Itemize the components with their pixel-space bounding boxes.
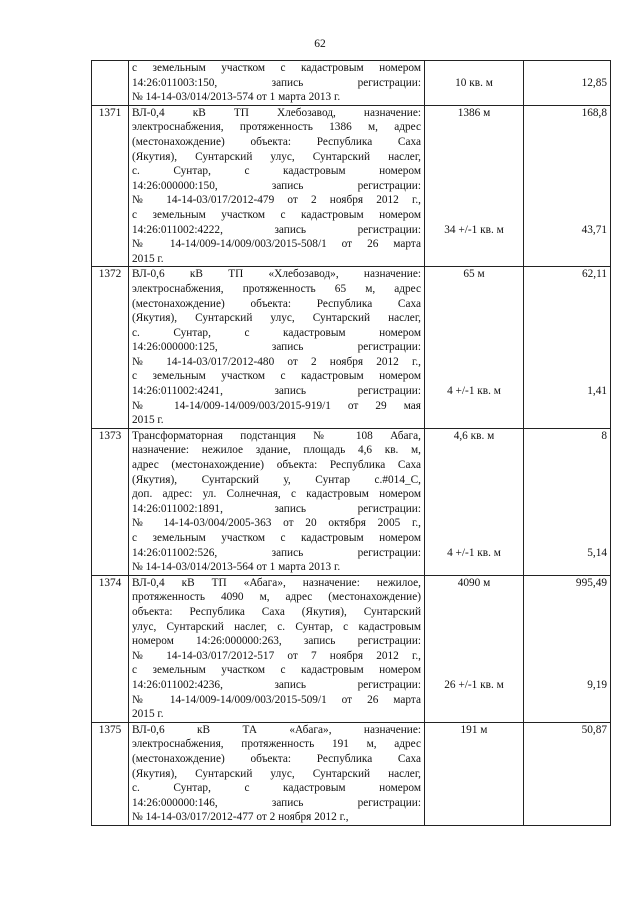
object-description [129,722,425,825]
row-number: 1373 [92,428,129,575]
cost-value: 12,85 [581,76,607,89]
description-line: электроснабжения, протяженность 191 м, адрес [132,738,421,751]
cost-value: 62,11 [582,268,607,281]
description-line: доп. адрес: ул. Солнечная, с кадастровым номером [132,488,421,501]
quantity-value: 34 +/-1 кв. м [444,223,504,236]
entry-spacer [428,590,520,678]
row-number: 1374 [92,575,129,722]
description-line: назначение: нежилое здание, площадь 4,6 кв. м, [132,444,421,457]
description-line: номером 14:26:000000:263, запись регистрации: [132,635,421,648]
description-line: с. Сунтар, с кадастровым номером [132,165,421,178]
cost-value: 43,71 [581,223,607,236]
cost-value: 8 [601,429,607,442]
table-row [92,722,611,825]
description-line: с земельным участком с кадастровым номером [132,208,421,221]
register-body [92,61,611,826]
description-line: с земельным участком с кадастровым номером [132,62,421,74]
description-line: с земельным участком с кадастровым номером [132,664,421,677]
quantity-cell [425,575,524,722]
entry-spacer [428,120,520,222]
description-line: улус, Сунтарский наслег, с. Сунтар, с кадастровым [132,620,421,633]
table-row [92,61,611,106]
object-description [129,61,425,106]
value-cell [524,105,611,267]
value-cell [524,722,611,825]
quantity-cell [425,105,524,267]
row-number: 1375 [92,722,129,825]
cost-value: 9,19 [587,678,607,691]
object-description [129,105,425,267]
entry-spacer [527,443,607,545]
description-line: № 14-14-03/017/2012-479 от 2 ноября 2012 г., [132,194,421,207]
cost-value: 5,14 [587,546,607,559]
quantity-value: 1386 м [457,106,491,119]
quantity-cell [425,722,524,825]
quantity-value: 4 +/-1 кв. м [447,385,501,398]
description-line: 14:26:011003:150, запись регистрации: [132,76,421,89]
table-row [92,105,611,267]
description-line: (Якутия), Сунтарский улус, Сунтарский наслег, [132,150,421,163]
cost-value: 50,87 [581,723,607,736]
quantity-cell [425,61,524,106]
quantity-value: 4090 м [457,576,491,589]
description-line: 14:26:011002:4241, запись регистрации: [132,385,421,398]
entry-spacer [428,282,520,384]
description-line: (Якутия), Сунтарский у, Сунтар с.#014_С, [132,473,421,486]
description-line: № 14-14-03/017/2012-517 от 7 ноября 2012 г., [132,649,421,662]
description-line: № 14-14-03/017/2012-477 от 2 ноября 2012 г., [132,811,349,824]
description-line: 2015 г. [132,414,164,427]
description-line: 14:26:000000:146, запись регистрации: [132,796,421,809]
row-number: 1372 [92,267,129,429]
entry-spacer [428,443,520,545]
description-line: (Якутия), Сунтарский улус, Сунтарский наслег, [132,312,421,325]
description-line: (местонахождение) объекта: Республика Саха [132,135,421,148]
value-cell [524,267,611,429]
description-line: № 14-14-03/014/2013-574 от 1 марта 2013 г. [132,91,341,104]
description-line: 2015 г. [132,708,164,721]
quantity-value: 4,6 кв. м [453,429,495,442]
table-row [92,575,611,722]
object-description [129,267,425,429]
description-line: 14:26:000000:150, запись регистрации: [132,179,421,192]
description-line: протяженность 4090 м, адрес (местонахождение) [132,591,421,604]
quantity-value: 26 +/-1 кв. м [444,678,504,691]
description-line: 14:26:011002:4222, запись регистрации: [132,223,421,236]
description-line: 14:26:000000:125, запись регистрации: [132,341,421,354]
description-line: Трансформаторная подстанция № 108 Абага, [132,429,421,442]
description-line: ВЛ-0,6 кВ ТА «Абага», назначение: [132,723,421,736]
page-number: 62 [314,38,326,50]
cost-value: 168,8 [581,106,607,119]
description-line: адрес (местонахождение) объекта: Республика Саха [132,459,421,472]
description-line: 14:26:011002:1891, запись регистрации: [132,502,421,515]
description-line: с земельным участком с кадастровым номером [132,370,421,383]
quantity-cell [425,267,524,429]
value-cell [524,61,611,106]
description-line: (местонахождение) объекта: Республика Саха [132,297,421,310]
row-number [92,61,129,106]
description-line: с. Сунтар, с кадастровым номером [132,326,421,339]
description-line: ВЛ-0,4 кВ ТП Хлебозавод, назначение: [132,106,421,119]
object-description [129,428,425,575]
description-line: № 14-14-03/017/2012-480 от 2 ноября 2012 г., [132,355,421,368]
table-row [92,428,611,575]
property-register-table [91,60,611,826]
description-line: № 14-14-03/004/2005-363 от 20 октября 2005 г., [132,517,421,530]
quantity-value: 65 м [463,268,485,281]
quantity-value: 4 +/-1 кв. м [447,546,501,559]
entry-spacer [428,61,520,76]
value-cell [524,428,611,575]
table-row [92,267,611,429]
entry-spacer [527,61,607,76]
description-line: № 14-14/009-14/009/003/2015-919/1 от 29 мая [132,399,421,412]
description-line: электроснабжения, протяженность 65 м, адрес [132,282,421,295]
description-line: ВЛ-0,4 кВ ТП «Абага», назначение: нежилое, [132,576,421,589]
cost-value: 995,49 [575,576,607,589]
description-line: № 14-14-03/014/2013-564 от 1 марта 2013 г. [132,561,341,574]
description-line: 14:26:011002:526, запись регистрации: [132,546,421,559]
quantity-value: 191 м [460,723,488,736]
entry-spacer [527,120,607,222]
description-line: ВЛ-0,6 кВ ТП «Хлебозавод», назначение: [132,268,421,281]
quantity-value: 10 кв. м [455,76,493,89]
description-line: 2015 г. [132,252,164,265]
description-line: (местонахождение) объекта: Республика Саха [132,752,421,765]
object-description [129,575,425,722]
value-cell [524,575,611,722]
entry-spacer [527,282,607,384]
description-line: с. Сунтар, с кадастровым номером [132,782,421,795]
row-number: 1371 [92,105,129,267]
description-line: электроснабжения, протяженность 1386 м, адрес [132,121,421,134]
description-line: с земельным участком с кадастровым номером [132,532,421,544]
description-line: № 14-14/009-14/009/003/2015-509/1 от 26 марта [132,693,421,706]
entry-spacer [527,590,607,678]
cost-value: 1,41 [587,385,607,398]
description-line: (Якутия), Сунтарский улус, Сунтарский наслег, [132,767,421,780]
description-line: № 14-14/009-14/009/003/2015-508/1 от 26 марта [132,238,421,251]
quantity-cell [425,428,524,575]
description-line: объекта: Республика Саха (Якутия), Сунтарский [132,605,421,618]
description-line: 14:26:011002:4236, запись регистрации: [132,678,421,691]
